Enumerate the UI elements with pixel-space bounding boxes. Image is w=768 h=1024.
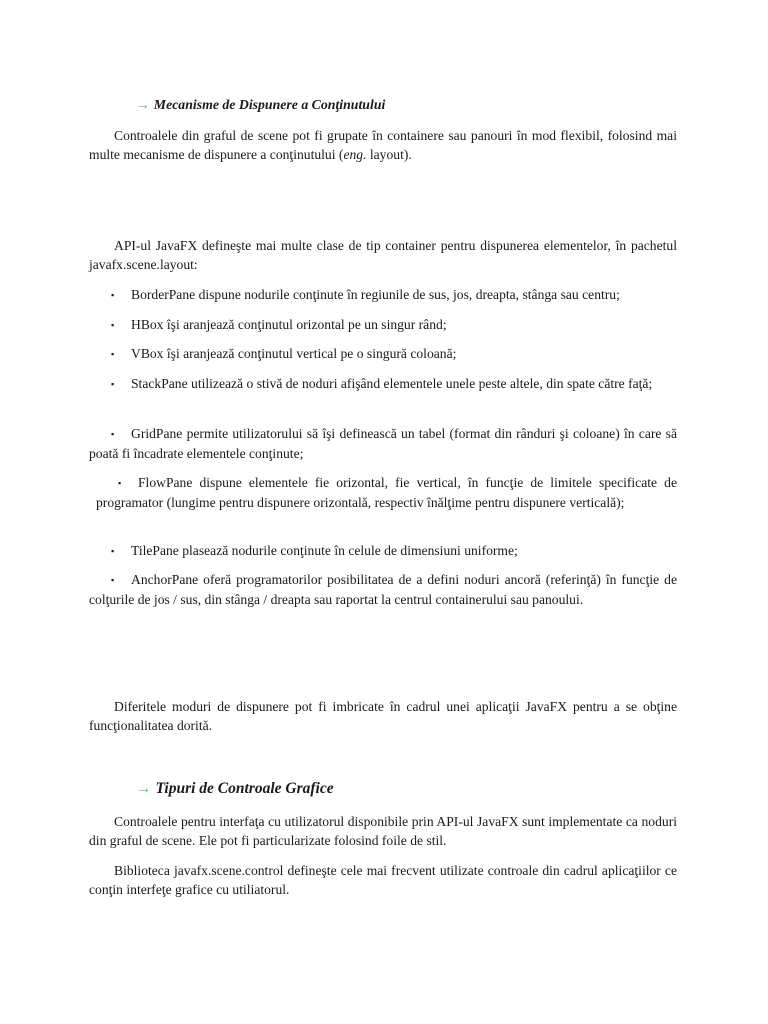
controls-paragraph: Controalele pentru interfaţa cu utilizatorul disponibile prin API-ul JavaFX sunt implementate ca noduri din graful de scene. Ele pot fi particularizate folosind foile de stil. [89, 814, 677, 848]
list-item-text: StackPane utilizează o stivă de noduri afişând elementele unele peste altele, din spate către faţă; [131, 376, 653, 391]
list-item-text: GridPane permite utilizatorului să îşi definească un tabel (format din rânduri şi coloane) în care să poată fi încadrate elementele conţinute; [89, 426, 677, 461]
arrow-right-icon: → [136, 97, 150, 112]
list-item-text: BorderPane dispune nodurile conţinute în regiunile de sus, jos, dreapta, stânga sau centru; [131, 287, 620, 302]
bullet-square-icon: ▪ [111, 320, 115, 330]
list-item [89, 374, 677, 394]
section-heading-controls [136, 779, 334, 799]
heading-text: Tipuri de Controale Grafice [155, 780, 334, 797]
list-item-text: HBox îşi aranjează conţinutul orizontal pe un singur rând; [131, 317, 447, 332]
bullet-square-icon: ▪ [111, 546, 115, 556]
nesting-paragraph: Diferitele moduri de dispunere pot fi imbricate în cadrul unei aplicaţii JavaFX pentru a se obţine funcţionalitatea dorită. [89, 699, 677, 733]
intro-text: Controalele din graful de scene pot fi grupate în containere sau panouri în mod flexibil, folosind mai multe mecanisme de dispunere a conţinutului ( [89, 128, 677, 162]
intro-text-end: layout). [366, 147, 412, 162]
library-paragraph: Biblioteca javafx.scene.control defineşte cele mai frecvent utilizate controale din cadrul aplicaţiilor ce conţin interfeţe grafice cu utiliatorul. [89, 863, 677, 897]
api-paragraph: API-ul JavaFX defineşte mai multe clase de tip container pentru dispunerea elementelor, în pachetul javafx.scene.layout: [89, 238, 677, 272]
intro-emphasis: eng. [343, 147, 367, 162]
bullet-square-icon: ▪ [118, 478, 122, 488]
bullet-square-icon: ▪ [111, 349, 115, 359]
list-item-text: VBox îşi aranjează conţinutul vertical pe o singură coloană; [131, 346, 457, 361]
arrow-right-icon: → [136, 780, 152, 797]
list-item-text: AnchorPane oferă programatorilor posibilitatea de a defini noduri ancoră (referinţă) în funcţie de colţurile de jos / sus, din stânga / dreapta sau raportat la centrul containerului sau panoului. [89, 572, 677, 607]
list-item-text: FlowPane dispune elementele fie orizontal, fie vertical, în funcţie de limitele specificate de programator (lungime pentru dispunere orizontală, respectiv înălţime pentru dispunere verticală); [96, 475, 677, 510]
bullet-square-icon: ▪ [111, 575, 115, 585]
list-item [89, 424, 677, 463]
bullet-square-icon: ▪ [111, 379, 115, 389]
section-heading-layout [136, 95, 385, 114]
list-item [89, 344, 677, 364]
list-item [89, 285, 677, 305]
heading-text: Mecanisme de Dispunere a Conţinutului [153, 97, 386, 112]
list-item [96, 473, 677, 512]
list-item [89, 570, 677, 609]
intro-paragraph [89, 126, 677, 164]
bullet-square-icon: ▪ [111, 290, 115, 300]
list-item-text: TilePane plasează nodurile conţinute în celule de dimensiuni uniforme; [131, 543, 518, 558]
list-item [89, 315, 677, 335]
list-item [89, 541, 677, 561]
bullet-square-icon: ▪ [111, 429, 115, 439]
